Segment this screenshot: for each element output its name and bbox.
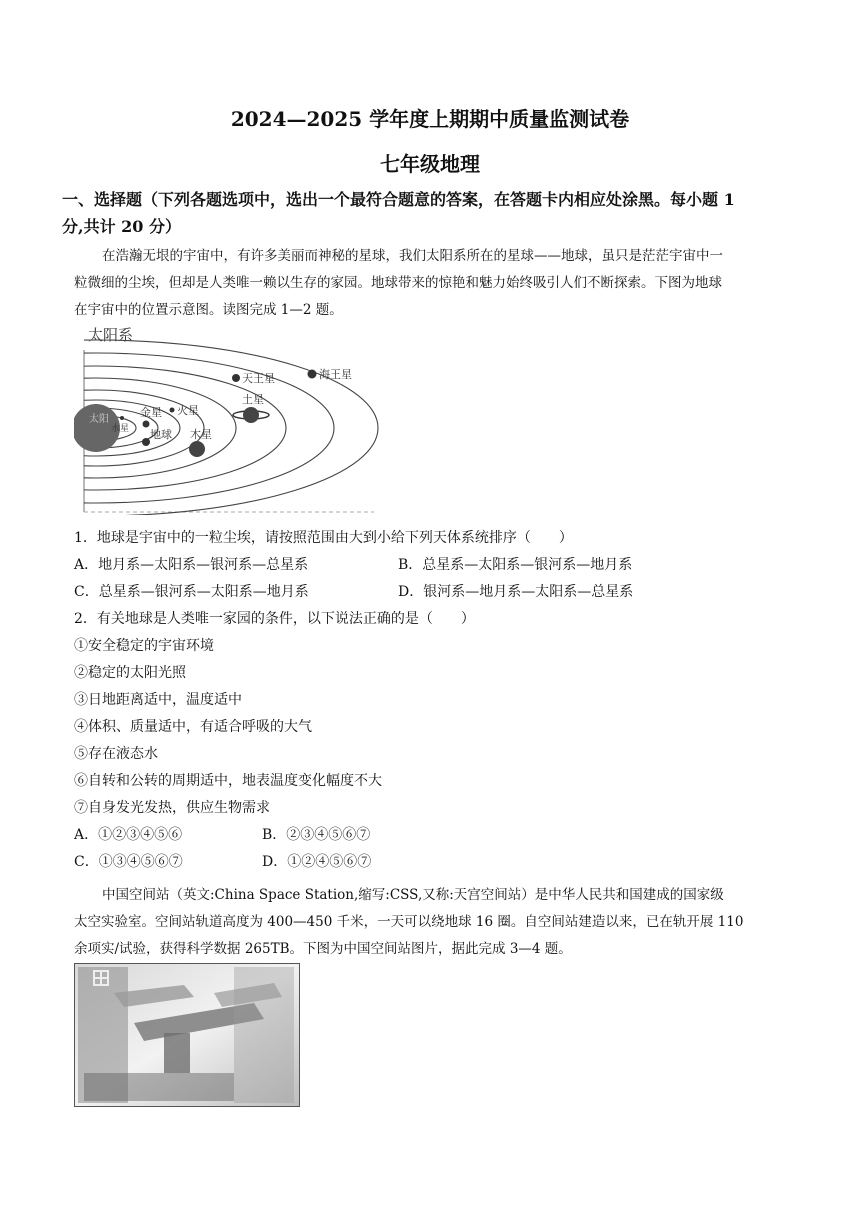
venus-label: 金星	[140, 406, 162, 419]
sun-label: 太阳	[89, 414, 109, 425]
saturn-label: 土星	[242, 393, 264, 406]
q1-option-a: A．地月系—太阳系—银河系—总星系	[74, 557, 309, 573]
mercury-label: 水星	[111, 424, 130, 434]
section-heading-line1: 一、选择题（下列各题选项中，选出一个最符合题意的答案，在答题卡内相应处涂黑。每小题 1	[62, 190, 735, 209]
uranus	[232, 374, 240, 382]
figure-title: 太阳系	[88, 326, 134, 344]
passage1-line3: 在宇宙中的位置示意图。读图完成 1—2 题。	[74, 302, 343, 318]
passage1-line1: 在浩瀚无垠的宇宙中，有许多美丽而神秘的星球，我们太阳系所在的星球——地球，虽只是茫茫宇宙中一	[102, 248, 723, 264]
q2-stem: 2．有关地球是人类唯一家园的条件，以下说法正确的是（ ）	[74, 611, 475, 627]
q2-option-d: D．①②④⑤⑥⑦	[262, 854, 372, 870]
jupiter	[189, 441, 205, 457]
q2-item-3: ③日地距离适中，温度适中	[74, 692, 242, 708]
passage2-line3: 余项实/试验，获得科学数据 265TB。下图为中国空间站图片，据此完成 3—4 题。	[74, 941, 572, 957]
mars-label: 火星	[177, 404, 199, 417]
exam-subtitle: 七年级地理	[380, 152, 480, 176]
q1-stem: 1．地球是宇宙中的一粒尘埃，请按照范围由大到小给下列天体系统排序（ ）	[74, 530, 573, 546]
photo-bottom-shadow	[84, 1073, 234, 1101]
passage2-line2: 太空实验室。空间站轨道高度为 400—450 千米，一天可以绕地球 16 圈。自空间站建造以来，已在轨开展 110	[74, 914, 744, 930]
section-heading-line2: 分,共计 20 分）	[62, 217, 181, 236]
neptune-label: 海王星	[319, 368, 352, 381]
mars	[170, 408, 175, 413]
photo-module	[164, 1033, 190, 1073]
q2-item-5: ⑤存在液态水	[74, 746, 158, 762]
earth	[142, 438, 150, 446]
q2-option-a: A．①②③④⑤⑥	[74, 827, 183, 843]
q2-item-6: ⑥自转和公转的周期适中，地表温度变化幅度不大	[74, 773, 382, 789]
q1-option-c: C．总星系—银河系—太阳系—地月系	[74, 584, 309, 600]
venus	[143, 421, 150, 428]
saturn	[243, 407, 259, 423]
q2-item-7: ⑦自身发光发热，供应生物需求	[74, 800, 270, 816]
q1-option-d: D．银河系—地月系—太阳系—总星系	[398, 584, 634, 600]
q2-option-c: C．①③④⑤⑥⑦	[74, 854, 183, 870]
photo-right-structure	[234, 967, 294, 1103]
mercury	[120, 416, 124, 420]
jupiter-label: 木星	[190, 428, 212, 441]
passage2-line1: 中国空间站（英文:China Space Station,缩写:CSS,又称:天宫空间站）是中华人民共和国建成的国家级	[102, 887, 724, 903]
q2-item-1: ①安全稳定的宇宙环境	[74, 638, 214, 654]
q2-option-b: B．②③④⑤⑥⑦	[262, 827, 371, 843]
uranus-label: 天王星	[242, 372, 275, 385]
exam-title: 2024—2025 学年度上期期中质量监测试卷	[230, 107, 630, 131]
solar-system-figure	[74, 320, 384, 515]
q2-item-2: ②稳定的太阳光照	[74, 665, 186, 681]
earth-label: 地球	[150, 428, 172, 441]
q2-item-4: ④体积、质量适中，有适合呼吸的大气	[74, 719, 312, 735]
space-station-photo	[74, 963, 300, 1107]
passage1-line2: 粒微细的尘埃，但却是人类唯一赖以生存的家园。地球带来的惊艳和魅力始终吸引人们不断探索。下图为地球	[74, 275, 722, 291]
neptune	[308, 370, 317, 379]
q1-option-b: B．总星系—太阳系—银河系—地月系	[398, 557, 633, 573]
